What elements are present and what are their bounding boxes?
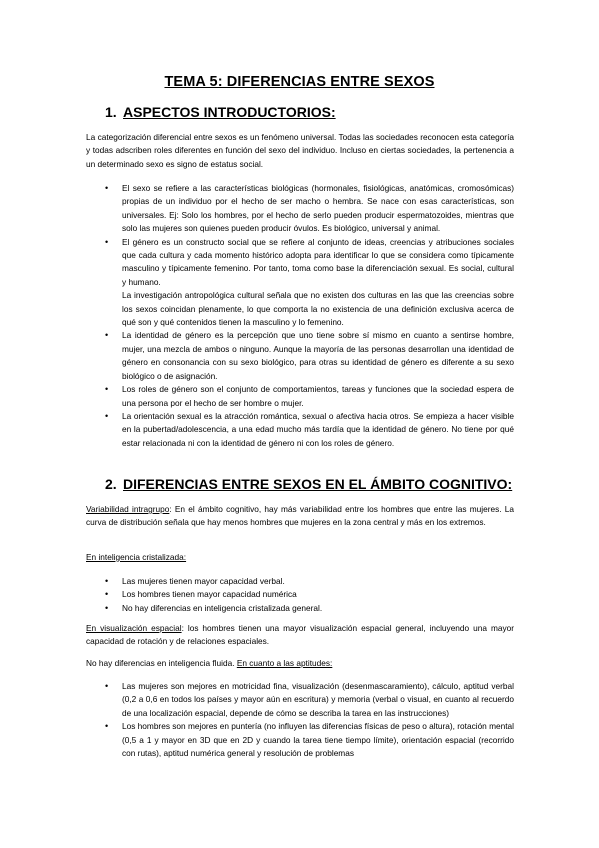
variability-label: Variabilidad intragrupo [86, 504, 170, 514]
bullet-dot-icon: • [105, 384, 109, 395]
bullet-dot-icon: • [105, 183, 109, 193]
bullet-text: Los roles de género son el conjunto de comportamientos, tareas y funciones que la sociedad espera de una persona por el hecho de ser hombre o mujer. [122, 384, 514, 408]
bullet-dot-icon: • [105, 589, 109, 600]
variability-paragraph [86, 503, 514, 530]
bullet-dot-icon: • [105, 236, 109, 247]
list-item [105, 383, 514, 410]
list-item [105, 329, 514, 383]
bullet-text: El sexo se refiere a las características biológicas (hormonales, fisiológicas, anatómicas, cromosómicas) propias de un individuo por el hecho de ser macho o hembra. Se nace con esas características, son universales. Ej: Solo los hombres, por el hecho de serlo pueden producir espermatozoides, mientras que solo las mujeres son quienes pueden producir óvulos. Es biológico, universal y animal. [122, 183, 514, 234]
bullet-dot-icon: • [105, 330, 109, 341]
bullet-text: Los hombres tienen mayor capacidad numérica [122, 589, 297, 600]
bullet-text: Las mujeres tienen mayor capacidad verbal. [122, 576, 285, 586]
list-item [105, 575, 514, 588]
bullet-text: No hay diferencias en inteligencia cristalizada general. [122, 602, 323, 613]
document-title: TEMA 5: DIFERENCIAS ENTRE SEXOS [164, 74, 435, 90]
section-1-number: 1. [105, 104, 117, 120]
bullet-dot-icon: • [105, 602, 109, 613]
bullet-text: La orientación sexual es la atracción romántica, sexual o afectiva hacia otros. Se empieza a hacer visible en la pubertad/adolescencia, a una edad mucho más tardía que la identidad de género. No tiene por qué estar relacionada ni con la identidad de género ni con los roles de género. [122, 410, 514, 448]
list-item [105, 588, 514, 601]
spatial-paragraph [86, 622, 514, 649]
bullet-dot-icon: • [105, 410, 109, 421]
bullet-text: Los hombres son mejores en puntería (no influyen las diferencias físicas de peso o altura), rotación mental (0,5 a 1 y mayor en 3D que en 2D y cuando la tarea tiene tiempo límite), orientación espacial (recorrido con rutas), aptitud numérica general y resolución de problemas [122, 721, 515, 759]
spatial-text: : los hombres tienen una mayor visualización espacial general, incluyendo una mayor capacidad de rotación y de relaciones espaciales. [86, 623, 514, 647]
bullet-dot-icon: • [105, 721, 109, 732]
section-2-heading [105, 476, 512, 492]
section-1-heading [105, 104, 336, 120]
list-item [105, 680, 514, 720]
spatial-label: En visualización espacial [86, 623, 182, 633]
fluid-paragraph [86, 657, 514, 670]
bullet-text: Las mujeres son mejores en motricidad fina, visualización (desenmascaramiento), cálculo, aptitud verbal (0,2 a 0,6 en todos los países y mayor aún en escritura) y memoria (verbal o visual, en cuanto al recuerdo de una localización espacial, depende de cómo se describa la tarea en las instrucciones) [122, 681, 514, 718]
list-item [105, 182, 514, 236]
crystallized-label: En inteligencia cristalizada: [86, 552, 187, 562]
bullet-text: La identidad de género es la percepción que uno tiene sobre sí mismo en cuanto a sentirse hombre, mujer, una mezcla de ambos o ninguno. Aunque la mayoría de las personas desarrollan una identidad de género en consonancia con su sexo biológico, para otras su identidad de género es diferente a su sexo biológico o de asignación. [122, 330, 514, 381]
bullet-extra-text: La investigación antropológica cultural señala que no existen dos culturas en las que las creencias sobre los sexos coincidan plenamente, lo que comporta la no existencia de una definición exclusiva acerca de qué son y qué contenidos tienen la masculino y lo femenino. [122, 290, 514, 328]
section-2-number: 2. [105, 476, 117, 492]
bullet-dot-icon: • [105, 681, 109, 691]
list-item [105, 236, 514, 330]
crystallized-label-paragraph [86, 551, 514, 564]
bullet-dot-icon: • [105, 576, 109, 586]
section-1-intro: La categorización diferencial entre sexos es un fenómeno universal. Todas las sociedades reconocen esta categoría y todas adscriben roles diferentes en función del sexo del individuo. Incluso en ciertas sociedades, la pertenencia a un determinado sexo es signo de estatus social. [86, 132, 514, 169]
list-item [105, 410, 514, 450]
aptitude-bullet-list [0, 680, 599, 760]
aptitudes-label: En cuanto a las aptitudes: [236, 658, 333, 668]
fluid-text: No hay diferencias en inteligencia fluida. [86, 658, 237, 668]
section-1-bullet-list [0, 182, 599, 450]
crystallized-bullet-list [0, 575, 599, 615]
bullet-text: El género es un constructo social que se refiere al conjunto de ideas, creencias y atribuciones sociales que cada cultura y cada momento histórico adopta para identificar lo que se considera como típicamente masculino y típicamente femenino. Por tanto, toma como base la diferenciación sexual. Es social, cultural y humano. [122, 236, 514, 287]
section-1-title: ASPECTOS INTRODUCTORIOS: [123, 104, 336, 120]
list-item [105, 602, 514, 615]
variability-text: : En el ámbito cognitivo, hay más variabilidad entre los hombres que entre las mujeres. La curva de distribución señala que hay menos hombres que mujeres en la zona central y más en los extremos. [86, 504, 514, 528]
list-item [105, 720, 515, 760]
section-2-title: DIFERENCIAS ENTRE SEXOS EN EL ÁMBITO COGNITIVO: [123, 476, 513, 492]
